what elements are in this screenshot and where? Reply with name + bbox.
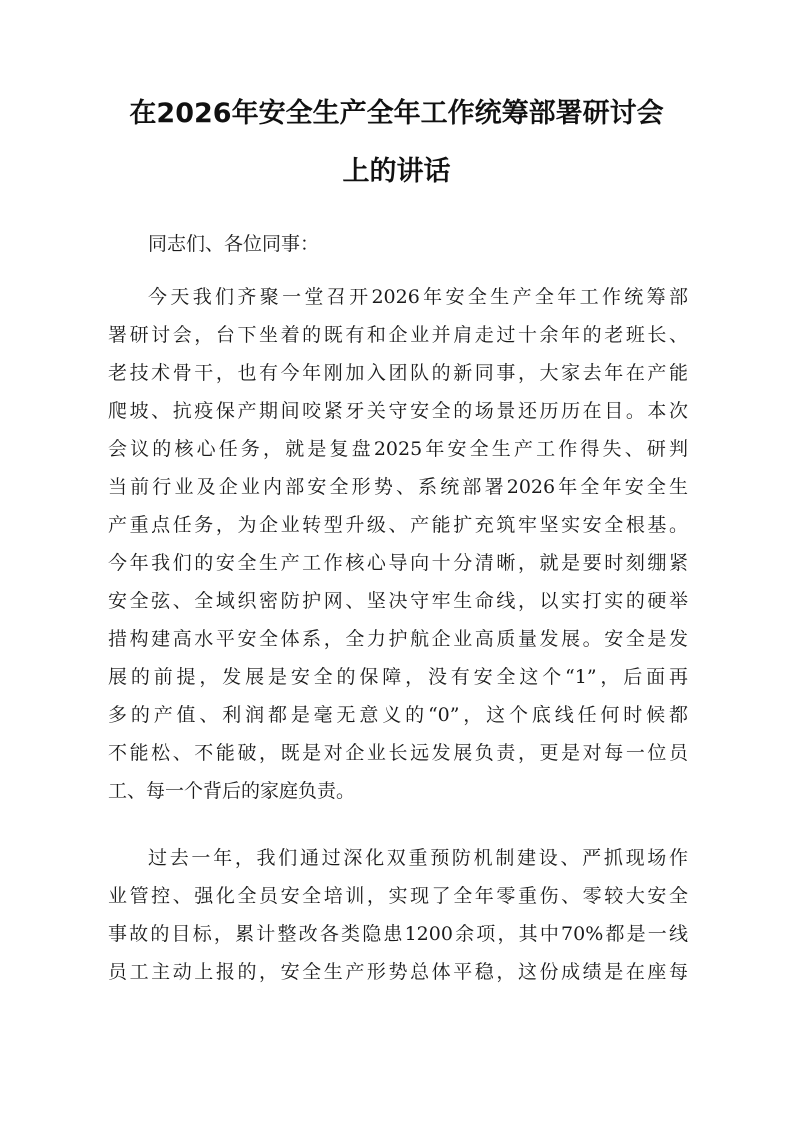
paragraph-1-line: 今天我们齐聚一堂召开2026年安全生产全年工作统筹部: [148, 286, 688, 308]
document-title-line-2: 上的讲话: [342, 156, 451, 187]
paragraph-2-line: 事故的目标，累计整改各类隐患1200余项，其中70%都是一线: [108, 923, 688, 945]
paragraph-1-line: 安全弦、全域织密防护网、坚决守牢生命线，以实打实的硬举: [108, 590, 688, 612]
paragraph-2-line: 员工主动上报的，安全生产形势总体平稳，这份成绩是在座每: [108, 961, 688, 983]
paragraph-1-line: 爬坡、抗疫保产期间咬紧牙关守安全的场景还历历在目。本次: [108, 400, 688, 422]
paragraph-1-line: 措构建高水平安全体系，全力护航企业高质量发展。安全是发: [108, 628, 688, 650]
paragraph-1-line-last: 工、每一个背后的家庭负责。: [108, 780, 356, 802]
document-title-line-1: 在2026年安全生产全年工作统筹部署研讨会: [129, 98, 664, 129]
paragraph-1-line: 今年我们的安全生产工作核心导向十分清晰，就是要时刻绷紧: [108, 552, 688, 574]
paragraph-2-line: 过去一年，我们通过深化双重预防机制建设、严抓现场作: [148, 847, 688, 869]
paragraph-1-line: 会议的核心任务，就是复盘2025年安全生产工作得失、研判: [108, 438, 688, 460]
paragraph-1-line: 展的前提，发展是安全的保障，没有安全这个“1”，后面再: [108, 666, 688, 688]
paragraph-2-line: 业管控、强化全员安全培训，实现了全年零重伤、零较大安全: [108, 885, 688, 907]
paragraph-1-line: 署研讨会，台下坐着的既有和企业并肩走过十余年的老班长、: [108, 324, 688, 346]
paragraph-1-line: 不能松、不能破，既是对企业长远发展负责，更是对每一位员: [108, 742, 688, 764]
paragraph-1-line: 产重点任务，为企业转型升级、产能扩充筑牢坚实安全根基。: [108, 514, 688, 536]
paragraph-1-line: 老技术骨干，也有今年刚加入团队的新同事，大家去年在产能: [108, 362, 688, 384]
paragraph-1-line: 当前行业及企业内部安全形势、系统部署2026年全年安全生: [108, 476, 688, 498]
paragraph-1-line: 多的产值、利润都是毫无意义的“0”，这个底线任何时候都: [108, 704, 688, 726]
greeting: 同志们、各位同事：: [148, 233, 320, 255]
